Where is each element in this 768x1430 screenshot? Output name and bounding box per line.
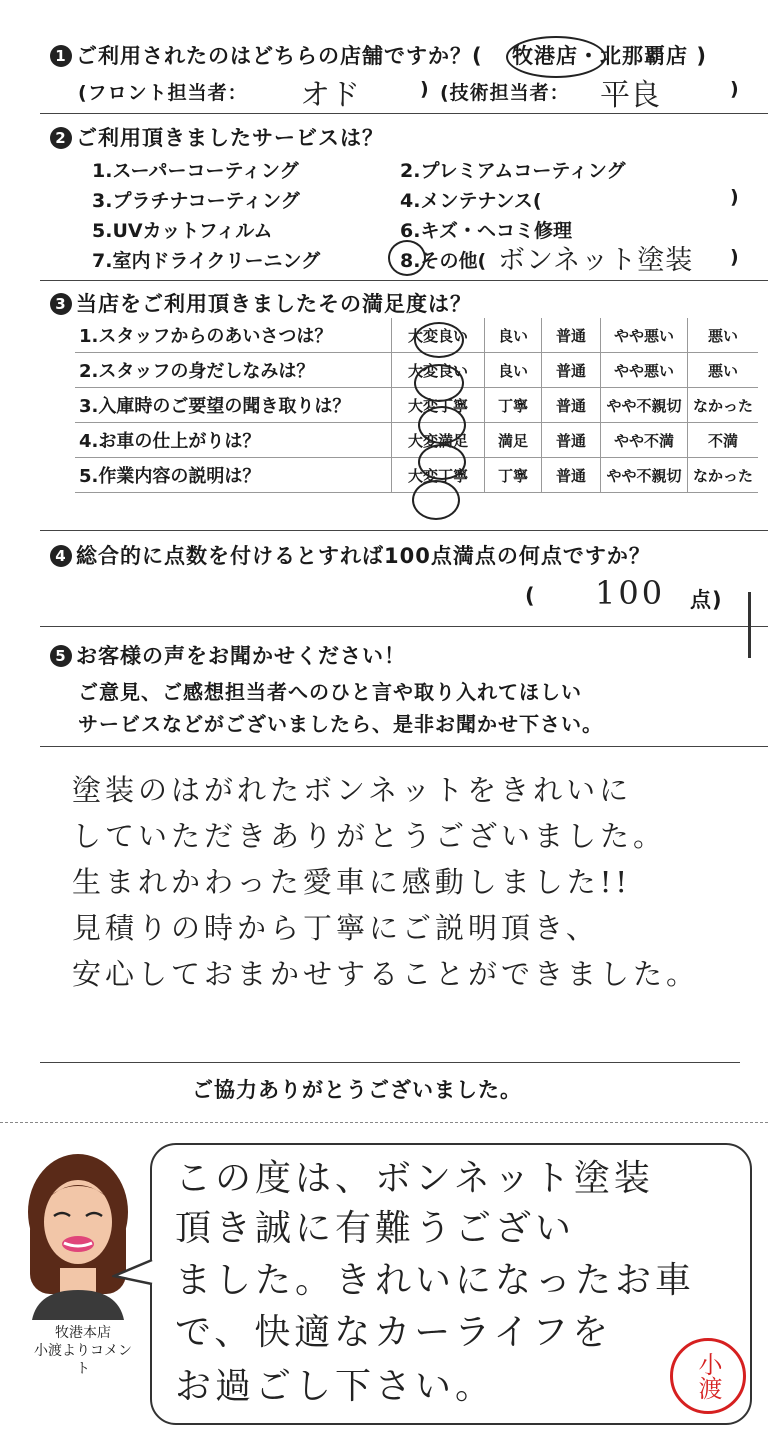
rating-option: 不満	[688, 423, 759, 458]
paren: (	[525, 584, 536, 608]
rating-option: 丁寧	[485, 458, 542, 493]
staff-reply-line: 頂き誠に有難うござい	[175, 1208, 576, 1249]
tech-staff-label: (技術担当者：	[440, 82, 570, 104]
question-text: 総合的に点数を付けるとすれば100点満点の何点ですか？	[76, 544, 651, 568]
customer-comment-line: 生まれかわった愛車に感動しました!!	[72, 865, 632, 899]
rating-option: やや不満	[601, 423, 688, 458]
other-service-value: ボンネット塗装	[498, 245, 694, 276]
selection-circle	[412, 480, 460, 520]
question-4	[50, 540, 651, 570]
rating-option: 普通	[542, 388, 601, 423]
question-3	[50, 288, 472, 318]
staff-caption	[28, 1324, 138, 1378]
service-option: 7.室内ドライクリーニング	[92, 250, 321, 272]
service-option: 2.プレミアムコーティング	[400, 160, 626, 182]
service-option: 4.メンテナンス(	[400, 190, 542, 212]
rating-option: やや不親切	[601, 388, 688, 423]
rating-option: 普通	[542, 423, 601, 458]
question-number: 3	[50, 293, 72, 315]
store-option-makiminato: 牧港店	[512, 44, 578, 68]
question-5-subtext: ご意見、ご感想担当者へのひと言や取り入れてほしい	[78, 680, 582, 704]
divider	[40, 280, 768, 281]
staff-reply-line: ました。きれいになったお車	[175, 1260, 696, 1301]
rating-option: 大変丁寧	[392, 458, 485, 493]
customer-comment-line: 見積りの時から丁寧にご説明頂き、	[72, 911, 599, 945]
question-2	[50, 122, 384, 152]
rating-option: 良い	[485, 353, 542, 388]
service-option: 3.プラチナコーティング	[92, 190, 300, 212]
question-text: ご利用頂きましたサービスは？	[76, 126, 384, 150]
front-staff-label: (フロント担当者：	[78, 82, 248, 104]
row-label: 2.スタッフの身だしなみは？	[75, 353, 392, 388]
divider	[40, 530, 768, 531]
rating-option: 普通	[542, 458, 601, 493]
rating-option: やや悪い	[601, 353, 688, 388]
stamp-text: 小渡	[694, 1352, 722, 1400]
store-option-kitanaha: 北那覇店	[600, 44, 688, 68]
selection-circle	[388, 240, 426, 276]
tech-staff-value: 平良	[600, 78, 660, 113]
question-number: 4	[50, 545, 72, 567]
service-option: 8.その他(	[400, 250, 487, 272]
rating-option: 普通	[542, 318, 601, 353]
selection-circle	[506, 36, 606, 78]
selection-circle	[418, 406, 466, 444]
rating-option: 普通	[542, 353, 601, 388]
rating-option: やや悪い	[601, 318, 688, 353]
question-text: ご利用されたのはどちらの店舗ですか？(	[76, 44, 483, 68]
selection-circle	[414, 322, 464, 358]
customer-comment-line: していただきありがとうございました。	[72, 819, 667, 853]
rating-option: 丁寧	[485, 388, 542, 423]
rating-option: やや不親切	[601, 458, 688, 493]
dashed-divider	[0, 1122, 768, 1123]
rating-option: 満足	[485, 423, 542, 458]
rating-option: 良い	[485, 318, 542, 353]
rating-option: なかった	[688, 458, 759, 493]
score-value: 100	[595, 574, 666, 612]
separator: ・	[578, 44, 600, 68]
rating-option: 大変良い	[392, 318, 485, 353]
rating-option: 悪い	[688, 318, 759, 353]
question-1	[50, 40, 483, 70]
question-number: 2	[50, 127, 72, 149]
divider	[40, 746, 768, 747]
rating-option: 大変良い	[392, 353, 485, 388]
customer-comment-line: 塗装のはがれたボンネットをきれいに	[72, 773, 633, 807]
table-row	[75, 423, 758, 458]
paren: )	[730, 246, 739, 268]
staff-reply-line: この度は、ボンネット塗装	[175, 1158, 654, 1199]
divider	[40, 1062, 740, 1063]
thanks-message: ご協力ありがとうございました。	[192, 1078, 522, 1102]
score-unit: 点)	[690, 588, 723, 612]
staff-caption-name: 小渡よりコメント	[34, 1343, 132, 1377]
service-option: 6.キズ・ヘコミ修理	[400, 220, 573, 242]
service-option: 1.スーパーコーティング	[92, 160, 299, 182]
staff-avatar	[18, 1150, 138, 1320]
question-5-subtext: サービスなどがございましたら、是非お聞かせ下さい。	[78, 712, 603, 736]
question-text: 当店をご利用頂きましたその満足度は？	[76, 292, 472, 316]
speech-bubble-tail	[112, 1258, 156, 1288]
row-label: 1.スタッフからのあいさつは？	[75, 318, 392, 353]
question-5	[50, 640, 406, 670]
question-number: 5	[50, 645, 72, 667]
question-text: お客様の声をお聞かせください！	[76, 644, 406, 668]
paren: )	[730, 78, 740, 100]
paren: )	[696, 44, 707, 68]
question-number: 1	[50, 45, 72, 67]
row-label: 3.入庫時のご要望の聞き取りは？	[75, 388, 392, 423]
divider	[40, 626, 768, 627]
customer-comment-line: 安心しておまかせすることができました。	[72, 957, 700, 991]
staff-reply-line: で、快適なカーライフを	[175, 1312, 613, 1353]
staff-caption-store: 牧港本店	[55, 1325, 111, 1341]
service-option: 5.UVカットフィルム	[92, 220, 273, 242]
rating-option: なかった	[688, 388, 759, 423]
name-stamp	[670, 1338, 746, 1414]
rating-option: 大変満足	[392, 423, 485, 458]
rating-option: 悪い	[688, 353, 759, 388]
selection-circle	[418, 444, 466, 480]
table-row	[75, 388, 758, 423]
paren: )	[420, 78, 430, 100]
divider	[40, 113, 768, 114]
selection-circle	[414, 364, 464, 402]
paren: )	[730, 186, 739, 208]
rating-option: 大変丁寧	[392, 388, 485, 423]
front-staff-value: オド	[300, 78, 360, 113]
edge-mark	[748, 592, 751, 658]
staff-reply-line: お過ごし下さい。	[175, 1366, 496, 1407]
row-label: 4.お車の仕上がりは？	[75, 423, 392, 458]
row-label: 5.作業内容の説明は？	[75, 458, 392, 493]
